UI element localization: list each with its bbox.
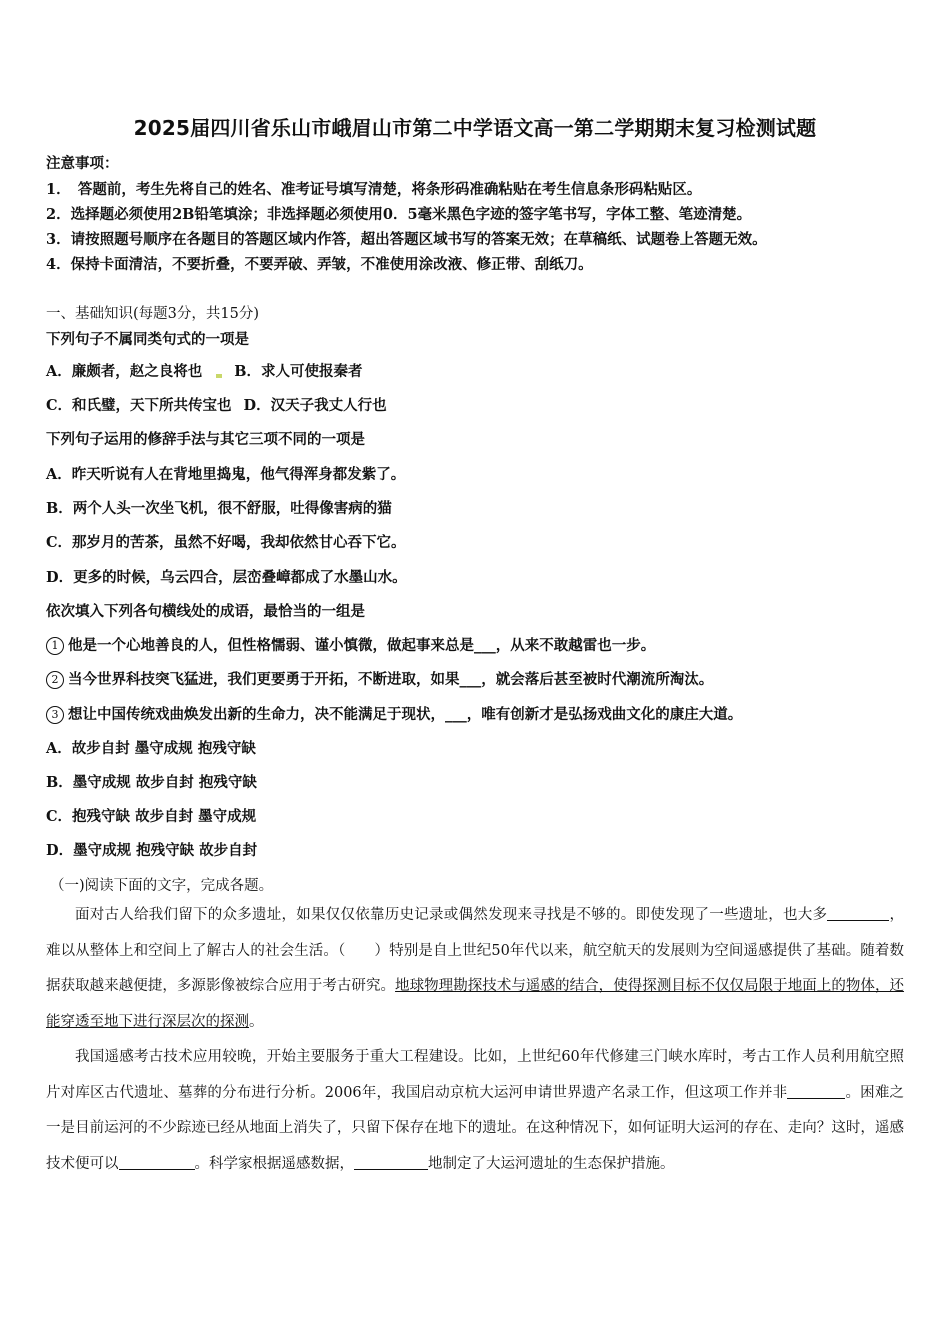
mark-dot-icon [216,374,222,378]
q2-option-d: D．更多的时候，乌云四合，层峦叠嶂都成了水墨山水。 [46,569,407,586]
q1-option-a: A．廉颇者，赵之良将也 [46,363,203,380]
q3-option-b: B．墨守成规 故步自封 抱残守缺 [46,774,257,791]
q3-sentence-3 [46,703,742,724]
fill-blank-2 [787,1083,845,1099]
p1-text-a: 面对古人给我们留下的众多遗址，如果仅仅依靠历史记录或偶然发现来寻找是不够的。即使发现了一些遗址，也大多 [75,907,828,923]
p1-underlined-sentence: 地球物理勘探技术与遥感的结合，使得探测目标不仅仅局限于地面上的物体，还能穿透至地下进行深层次的探测 [46,978,905,1030]
page-title: 2025届四川省乐山市峨眉山市第二中学语文高一第二学期期末复习检测试题 [133,116,817,140]
circled-number-2: 2 [46,671,64,689]
question-3-stem: 依次填入下列各句横线处的成语，最恰当的一组是 [46,603,365,620]
p1-text-end: 。 [249,1013,264,1030]
reading-passage [46,898,904,1182]
fill-blank-1 [827,906,889,922]
question-1-stem: 下列句子不属同类句式的一项是 [46,331,249,348]
section-heading: 一、基础知识(每题3分，共15分) [46,306,259,322]
passage-paragraph-2 [46,1040,904,1182]
p2-text-a: 我国遥感考古技术应用较晚，开始主要服务于重大工程建设。比如，上世纪60年代修建三门峡水库时，考古工作人员利用航空照片对库区古代遗址、墓葬的分布进行分析。2006年，我国启动京杭大运河申请世界遗产名录工作，但这项工作并非 [46,1049,904,1101]
q1-option-d: D．汉天子我丈人行也 [243,397,387,414]
q2-option-a: A．昨天听说有人在背地里捣鬼，他气得浑身都发紫了。 [46,466,406,483]
q3-option-c: C．抱残守缺 故步自封 墨守成规 [46,808,257,825]
q3-sentence-3-text: 想让中国传统戏曲焕发出新的生命力，决不能满足于现状，___，唯有创新才是弘扬戏曲文化的康庄大道。 [68,706,743,723]
note-item-2: 2．选择题必须使用2B铅笔填涂；非选择题必须使用0．5毫米黑色字迹的签字笔书写，字体工整、笔迹清楚。 [46,206,752,223]
q3-sentence-2-text: 当今世界科技突飞猛进，我们更要勇于开拓，不断进取，如果___，就会落后甚至被时代潮流所淘汰。 [68,671,714,688]
reading-heading: （一)阅读下面的文字，完成各题。 [50,878,274,894]
p2-text-b: 。困难之一是目前运河的不少踪迹已经从地面上消失了，只留下保存在地下的遗址。在这种情况下，如何证明大运河的存在、走向？这时，遥感技术便可以 [46,1084,904,1172]
q3-sentence-2 [46,668,713,689]
q2-option-b: B．两个人头一次坐飞机，很不舒服，吐得像害病的猫 [46,500,392,517]
q1-option-b: B．求人可使报秦者 [234,363,363,380]
question-1-options-row-2 [46,394,387,415]
p2-text-c: 。科学家根据遥感数据， [194,1155,354,1172]
p1-text-b: ，难以从整体上和空间上了解古人的社会生活。（ ）特别是自上世纪50年代以来，航空航天的发展则为空间遥感提供了基础。随着数据获取越来越便捷，多源影像被综合应用于考古研究。 [46,907,904,994]
note-item-4: 4．保持卡面清洁，不要折叠，不要弄破、弄皱，不准使用涂改液、修正带、刮纸刀。 [46,256,593,273]
q3-option-d: D．墨守成规 抱残守缺 故步自封 [46,842,258,859]
fill-blank-3 [119,1154,195,1170]
q3-sentence-1-text: 他是一个心地善良的人，但性格懦弱、谨小慎微，做起事来总是___，从来不敢越雷也一步。 [68,637,656,654]
fill-blank-4 [354,1154,428,1170]
q1-option-c: C．和氏璧，天下所共传宝也 [46,397,232,414]
q3-option-a: A．故步自封 墨守成规 抱残守缺 [46,740,256,757]
q2-option-c: C．那岁月的苦茶，虽然不好喝，我却依然甘心吞下它。 [46,534,406,551]
p2-text-d: 地制定了大运河遗址的生态保护措施。 [428,1155,675,1172]
note-item-3: 3．请按照题号顺序在各题目的答题区域内作答，超出答题区域书写的答案无效；在草稿纸、试题卷上答题无效。 [46,231,767,248]
notes-heading: 注意事项： [46,155,119,172]
q3-sentence-1 [46,634,655,655]
question-1-options-row-1 [46,360,363,381]
circled-number-3: 3 [46,706,64,724]
passage-paragraph-1 [46,898,904,1040]
circled-number-1: 1 [46,637,64,655]
question-2-stem: 下列句子运用的修辞手法与其它三项不同的一项是 [46,431,365,448]
note-item-1: 1． 答题前，考生先将自己的姓名、准考证号填写清楚，将条形码准确粘贴在考生信息条形码粘贴区。 [46,181,702,198]
